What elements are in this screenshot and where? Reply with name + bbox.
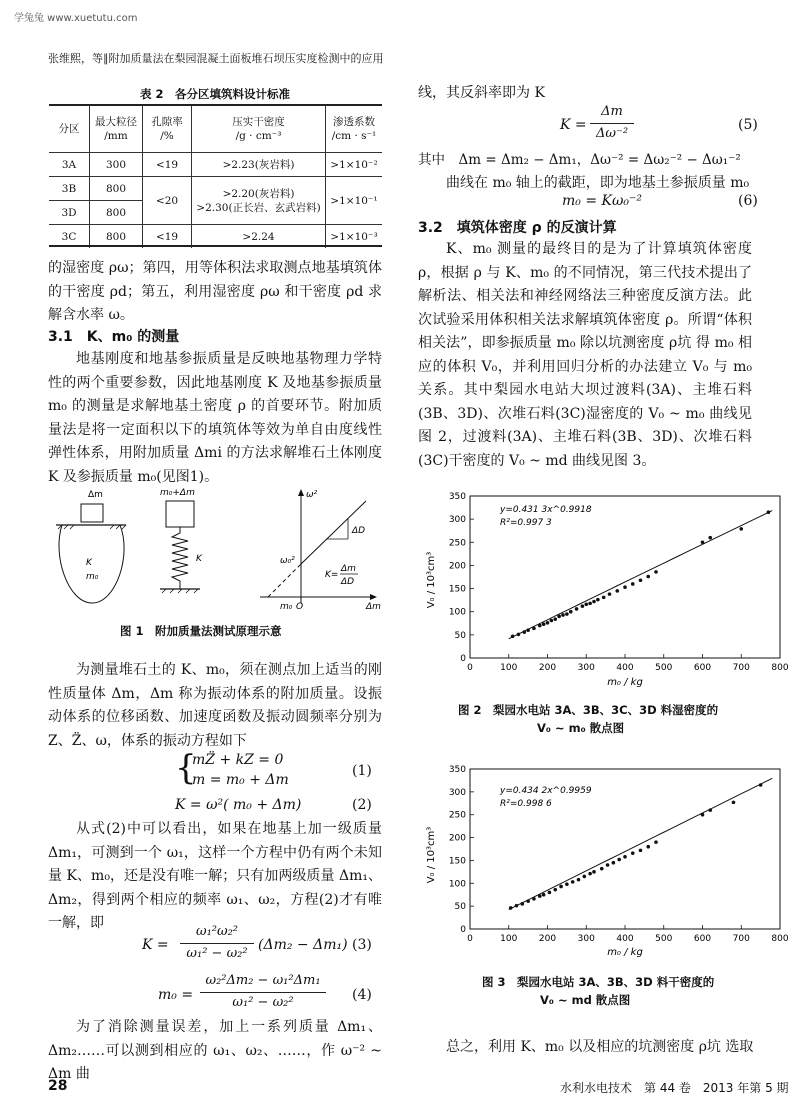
data-point: [542, 893, 546, 897]
table-cell: 3B: [49, 177, 90, 201]
table-cell: 3D: [49, 201, 90, 225]
data-point: [569, 610, 573, 614]
section-heading-3-1: 3.1 K、m₀ 的测量: [48, 329, 180, 345]
fig1-spring-mass: [166, 501, 194, 527]
data-point: [602, 596, 606, 600]
eq6: m₀ = Kω₀⁻²: [562, 193, 643, 209]
eq5-lhs: K =: [560, 117, 587, 133]
data-point: [550, 619, 554, 623]
data-point: [521, 902, 525, 906]
eq3-numerator: ω₁²ω₂²: [195, 924, 239, 939]
data-point: [509, 906, 513, 910]
data-point: [623, 855, 627, 859]
fig2-ylabel: V₀ / 10³cm³: [426, 551, 437, 609]
table-cell: 800: [90, 177, 143, 201]
figure-1-schematic: [48, 485, 383, 613]
data-point: [708, 536, 712, 540]
x-tick-label: 800: [771, 934, 789, 944]
right-final-line: 总之，利用 K、m₀ 以及相应的坑测密度 ρ坑 选取: [446, 1039, 754, 1055]
fig1-dashed-extension: [268, 564, 301, 597]
fig1-label-dD: ΔD: [352, 526, 366, 536]
x-tick-label: 500: [655, 934, 673, 944]
data-point: [517, 633, 521, 637]
data-point: [732, 801, 736, 805]
eq4-numerator: ω₂²Δm₂ − ω₁²Δm₁: [205, 973, 321, 988]
y-tick-label: 100: [448, 879, 466, 890]
table-header-porosity: 孔隙率 /%: [143, 106, 192, 153]
table-cell: <19: [143, 225, 192, 249]
y-tick-label: 250: [448, 810, 466, 821]
data-point: [581, 604, 585, 608]
data-point: [608, 592, 612, 596]
y-tick-label: 0: [460, 654, 466, 664]
paragraph: 为了消除测量误差，加上一系列质量 Δm₁、Δm₂……可以测到相应的 ω₁、ω₂、……，作 ω⁻² ~ Δm 曲: [48, 1019, 382, 1082]
y-tick-label: 200: [448, 833, 466, 844]
data-point: [575, 607, 579, 611]
data-point: [646, 845, 650, 849]
running-head: 张维熙，等∥附加质量法在梨园混凝土面板堆石坝压实度检测中的应用: [48, 52, 384, 65]
fig1-label-m0-axis: m₀: [280, 602, 293, 612]
paragraph: 地基刚度和地基参振质量是反映地基物理力学特性的两个重要参数，因此地基刚度 K 及地基参振质量 m₀ 的测量是求解地基土密度 ρ 的首要环节。附加质量法是将一定面积以下的填筑体等效为单自由度线性弹性体系，用附加质量 Δmi 的方法求解堆石土体刚度 K 及参振质量 m₀(见图1)。: [48, 351, 382, 485]
eq4-lhs: m₀ =: [158, 987, 194, 1003]
fig3-r2: R²=0.998 6: [500, 799, 552, 809]
data-point: [623, 585, 627, 589]
fit-curve: [509, 511, 773, 639]
data-point: [526, 628, 530, 632]
fig1-mass-block: [81, 504, 103, 522]
data-point: [565, 612, 569, 616]
data-point: [654, 570, 658, 574]
data-point: [606, 863, 610, 867]
eq3-rhs: (Δm₂ − Δm₁): [258, 937, 348, 953]
y-tick-label: 350: [448, 765, 466, 775]
fig1-label-Keq: K=: [325, 570, 339, 580]
eq5-numerator: Δm: [601, 104, 623, 119]
x-tick-label: 0: [467, 663, 473, 673]
page-number: 28: [48, 1078, 68, 1094]
fig1-label-dm: Δm: [88, 490, 103, 500]
table-cell: 800: [90, 225, 143, 249]
fig1-label-K-spring: K: [196, 554, 202, 564]
data-point: [708, 808, 712, 812]
figure-3-caption-line2: V₀ ~ md 散点图: [540, 993, 631, 1007]
data-point: [646, 575, 650, 579]
site-watermark: 学兔兔 www.xuetutu.com: [14, 13, 138, 24]
x-tick-label: 300: [577, 663, 595, 673]
data-point: [526, 899, 530, 903]
right-line-1: 线，其反斜率即为 K: [418, 85, 545, 101]
x-tick-label: 200: [538, 663, 557, 673]
data-point: [701, 813, 705, 817]
y-tick-label: 100: [448, 607, 466, 618]
data-point: [600, 867, 604, 871]
figure-3-chart: [420, 763, 789, 963]
x-tick-label: 600: [693, 663, 712, 673]
data-point: [557, 615, 561, 619]
data-point: [522, 630, 526, 634]
eq5-denominator: Δω⁻²: [595, 126, 629, 141]
x-tick-label: 200: [538, 934, 557, 944]
data-point: [767, 510, 771, 514]
table-header-zone: 分区: [49, 106, 90, 153]
x-tick-label: 300: [577, 934, 595, 944]
data-point: [759, 783, 763, 787]
x-tick-label: 600: [693, 934, 712, 944]
table-header-maxsize: 最大粒径 /mm: [90, 106, 143, 153]
y-tick-label: 200: [448, 561, 466, 572]
y-tick-label: 350: [448, 492, 466, 502]
figure-3-caption-line1: 图 3 梨园水电站 3A、3B、3D 料干密度的: [482, 975, 715, 989]
data-point: [584, 603, 588, 607]
paragraph: 为测量堆石土的 K、m₀，须在测点加上适当的刚性质量体 Δm，Δm 称为振动体系的附加质量。设振动体系的位移函数、加速度函数及振动圆频率分别为 Z、Z̈、ω，体系的振动方程如下: [48, 662, 382, 749]
y-tick-label: 300: [448, 515, 466, 526]
table-header-permeability: 渗透系数 /cm · s⁻¹: [326, 106, 383, 153]
y-tick-label: 150: [448, 584, 466, 595]
data-point: [511, 634, 515, 638]
data-point: [577, 878, 581, 882]
fig2-equation: y=0.431 3x^0.9918: [500, 505, 592, 515]
eq1-brace: {: [175, 748, 197, 788]
data-point: [515, 904, 519, 908]
paragraph: 从式(2)中可以看出，如果在地基上加一级质量 Δm₁，可测到一个 ω₁，这样一个方程中仍有两个未知量 K、m₀，还是没有唯一解；只有加两级质量 Δm₁、Δm₂，得到两个相应的频率 ω₁、ω₂，方程(2)才有唯一解，即: [48, 821, 382, 931]
data-point: [553, 888, 557, 892]
x-tick-label: 400: [616, 663, 634, 673]
fig1-label-m0-left: m₀: [86, 572, 99, 582]
data-point: [571, 880, 575, 884]
y-tick-label: 150: [448, 856, 466, 867]
data-point: [588, 602, 592, 606]
data-point: [532, 627, 536, 631]
data-point: [639, 578, 643, 582]
figure-2-caption-line1: 图 2 梨园水电站 3A、3B、3C、3D 料湿密度的: [458, 703, 719, 717]
eq4-denominator: ω₁² − ω₂²: [232, 995, 294, 1010]
fig1-spring: [172, 527, 188, 589]
data-point: [565, 882, 569, 886]
journal-footer: 水利水电技术 第 44 卷 2013 年第 5 期: [560, 1081, 789, 1095]
x-tick-label: 700: [732, 663, 750, 673]
data-point: [583, 875, 587, 879]
fig1-label-O: O: [296, 602, 304, 612]
eq1-line-a: mZ̈ + kZ = 0: [192, 752, 284, 768]
data-point: [588, 872, 592, 876]
figure-2-chart: [420, 488, 789, 688]
fig3-ylabel: V₀ / 10³cm³: [426, 826, 437, 884]
table-cell: <19: [143, 153, 192, 177]
y-tick-label: 300: [448, 787, 466, 798]
fig1-label-frac-num: Δm: [341, 564, 356, 574]
eq2-number: (2): [352, 797, 372, 813]
y-tick-label: 50: [454, 630, 466, 641]
right-line-intercept: 曲线在 m₀ 轴上的截距，即为地基土参振质量 m₀: [446, 175, 750, 191]
data-point: [538, 624, 542, 628]
table-cell: 800: [90, 201, 143, 225]
table-cell: >1×10⁻¹: [326, 177, 383, 225]
data-point: [542, 622, 546, 626]
y-tick-label: 0: [460, 925, 466, 935]
fig1-label-omega0: ω₀²: [280, 556, 295, 566]
x-tick-label: 700: [732, 934, 750, 944]
x-tick-label: 0: [467, 934, 473, 944]
data-point: [592, 870, 596, 874]
table-cell: >2.20(灰岩料) >2.30(正长岩、玄武岩料): [192, 177, 326, 225]
table-cell: 300: [90, 153, 143, 177]
fig2-xlabel: m₀ / kg: [607, 677, 643, 688]
fig3-equation: y=0.434 2x^0.9959: [500, 786, 592, 796]
section-heading-3-2: 3.2 填筑体密度 ρ 的反演计算: [418, 220, 617, 236]
eq5-number: (5): [738, 117, 758, 133]
table-header-drydensity: 压实干密度 /g · cm⁻³: [192, 106, 326, 153]
data-point: [561, 613, 565, 617]
table-caption: 表 2 各分区填筑料设计标准: [140, 87, 291, 101]
paragraph: 的湿密度 ρω；第四，用等体积法求取测点地基填筑体的干密度 ρd；第五，利用湿密度 ρω 和干密度 ρd 求解含水率 ω。: [48, 260, 382, 323]
x-tick-label: 800: [771, 663, 789, 673]
data-point: [532, 897, 536, 901]
data-point: [631, 582, 635, 586]
data-point: [615, 589, 619, 593]
table-cell: >2.23(灰岩料): [192, 153, 326, 177]
x-tick-label: 100: [500, 934, 518, 944]
figure-2-caption-line2: V₀ ~ m₀ 散点图: [537, 721, 625, 735]
data-point: [546, 621, 550, 625]
eq1-line-b: m = m₀ + Δm: [192, 772, 289, 788]
data-point: [631, 851, 635, 855]
figure-1-caption: 图 1 附加质量法测试原理示意: [120, 624, 282, 638]
eq3-lhs: K =: [142, 937, 169, 953]
data-point: [559, 885, 563, 889]
data-point: [739, 527, 743, 531]
data-point: [553, 617, 557, 621]
data-point: [596, 598, 600, 602]
eq1-number: (1): [352, 763, 372, 779]
data-point: [548, 891, 552, 895]
y-tick-label: 250: [448, 538, 466, 549]
eq4-number: (4): [352, 987, 372, 1003]
eq-where: 其中 Δm = Δm₂ − Δm₁，Δω⁻² = Δω₂⁻² − Δω₁⁻²: [418, 152, 741, 168]
eq3-denominator: ω₁² − ω₂²: [186, 946, 248, 961]
fig1-label-omega2: ω²: [306, 490, 318, 500]
x-tick-label: 100: [500, 663, 518, 673]
data-point: [612, 861, 616, 865]
table-cell: >1×10⁻³: [326, 225, 383, 249]
data-point: [701, 540, 705, 544]
x-tick-label: 400: [616, 934, 634, 944]
fig2-r2: R²=0.997 3: [500, 518, 552, 528]
table-cell: >2.24: [192, 225, 326, 249]
table-cell: >1×10⁻²: [326, 153, 383, 177]
data-point: [654, 840, 658, 844]
data-point: [592, 600, 596, 604]
design-standard-table: [49, 106, 382, 248]
fig1-label-K-left: K: [86, 558, 92, 568]
x-tick-label: 500: [655, 663, 673, 673]
data-point: [538, 894, 542, 898]
eq2: K = ω²( m₀ + Δm): [175, 797, 302, 813]
paragraph: K、m₀ 测量的最终目的是为了计算填筑体密度 ρ，根据 ρ 与 K、m₀ 的不同情况，第三代技术提出了解析法、相关法和神经网络法三种密度反演方法。此次试验采用体积相关法求解填筑体密度 ρ。所谓“体积相关法”，即参振质量 m₀ 除以坑测密度 ρ坑 得 m₀ 相应的体积 V₀，并利用回归分析的办法建立 V₀ 与 m₀ 关系。其中梨园水电站大坝过渡料(3A)、主堆石料(3B、3D)、次堆石料(3C)湿密度的 V₀ ~ m₀ 曲线见图 2，过渡料(3A)、主堆石料(3B、3D)、次堆石料(3C)干密度的 V₀ ~ md 曲线见图 3。: [418, 241, 752, 469]
table-cell: 3A: [49, 153, 90, 177]
fig1-label-frac-den: ΔD: [341, 577, 355, 587]
y-tick-label: 50: [454, 902, 466, 913]
data-point: [617, 858, 621, 862]
table-cell: <20: [143, 177, 192, 225]
fig1-label-m0dm: m₀+Δm: [160, 488, 195, 498]
eq3-number: (3): [352, 937, 372, 953]
eq6-number: (6): [738, 193, 758, 209]
table-cell: 3C: [61, 230, 77, 243]
data-point: [639, 849, 643, 853]
fig1-label-dm-axis: Δm: [366, 602, 381, 612]
fig3-xlabel: m₀ / kg: [607, 947, 643, 958]
